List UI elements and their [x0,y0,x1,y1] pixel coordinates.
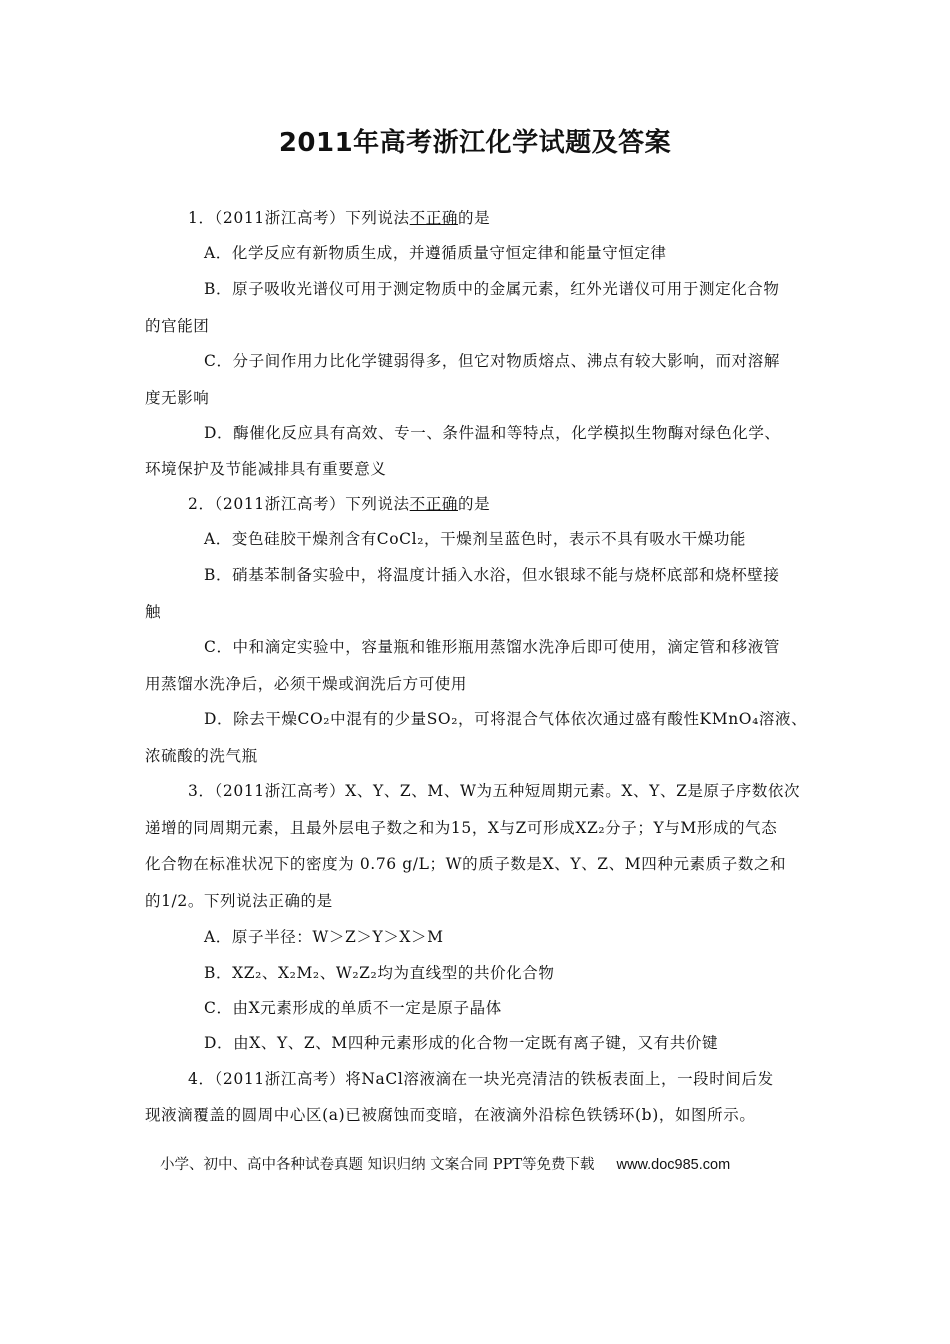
q1-option-d-cont: 环境保护及节能减排具有重要意义 [145,460,387,478]
question-3-stem-cont: 化合物在标准状况下的密度为 0.76 g/L；W的质子数是X、Y、Z、M四种元素质子数之和 [145,855,787,873]
question-3-stem-cont: 递增的同周期元素，且最外层电子数之和为15，X与Z可形成XZ₂分子；Y与M形成的气态 [145,819,778,837]
question-1-stem: 1．（2011浙江高考）下列说法不正确的是 [188,209,491,227]
q2-option-b: B．硝基苯制备实验中，将温度计插入水浴，但水银球不能与烧杯底部和烧杯壁接 [204,566,780,584]
q1-option-b: B．原子吸收光谱仪可用于测定物质中的金属元素，红外光谱仪可用于测定化合物 [204,280,780,298]
q3-option-d: D．由X、Y、Z、M四种元素形成的化合物一定既有离子键，又有共价键 [204,1034,719,1052]
q1-option-a: A．化学反应有新物质生成，并遵循质量守恒定律和能量守恒定律 [204,244,667,262]
page-title: 2011年高考浙江化学试题及答案 [278,128,672,158]
q2-option-d: D．除去干燥CO₂中混有的少量SO₂，可将混合气体依次通过盛有酸性KMnO₄溶液、 [204,710,808,728]
q2-option-d-cont: 浓硫酸的洗气瓶 [145,747,258,765]
question-2-stem: 2．（2011浙江高考）下列说法不正确的是 [188,495,491,513]
q1-option-c-cont: 度无影响 [145,389,210,407]
question-3-stem-cont: 的1/2。下列说法正确的是 [145,892,333,910]
footer-text: 小学、初中、高中各种试卷真题 知识归纳 文案合同 PPT等免费下载 [160,1157,595,1173]
question-3-stem: 3．（2011浙江高考）X、Y、Z、M、W为五种短周期元素。X、Y、Z是原子序数依次 [188,782,801,800]
q2-option-c: C．中和滴定实验中，容量瓶和锥形瓶用蒸馏水洗净后即可使用，滴定管和移液管 [204,638,780,656]
emphasis-underline: 不正确 [409,495,458,513]
q3-option-c: C．由X元素形成的单质不一定是原子晶体 [204,999,502,1017]
page-footer [160,1153,730,1174]
q2-option-a: A．变色硅胶干燥剂含有CoCl₂，干燥剂呈蓝色时，表示不具有吸水干燥功能 [204,530,747,548]
q3-option-a: A．原子半径：W＞Z＞Y＞X＞M [204,928,444,946]
q1-option-b-cont: 的官能团 [145,317,210,335]
question-4-stem: 4．（2011浙江高考）将NaCl溶液滴在一块光亮清洁的铁板表面上，一段时间后发 [188,1070,774,1088]
q1-option-c: C．分子间作用力比化学键弱得多，但它对物质熔点、沸点有较大影响，而对溶解 [204,352,780,370]
emphasis-underline: 不正确 [409,209,458,227]
footer-website-link[interactable]: www.doc985.com [616,1157,731,1173]
q1-option-d: D．酶催化反应具有高效、专一、条件温和等特点，化学模拟生物酶对绿色化学、 [204,424,781,442]
q3-option-b: B．XZ₂、X₂M₂、W₂Z₂均为直线型的共价化合物 [204,964,555,982]
q2-option-c-cont: 用蒸馏水洗净后，必须干燥或润洗后方可使用 [145,675,468,693]
question-4-stem-cont: 现液滴覆盖的圆周中心区(a)已被腐蚀而变暗，在液滴外沿棕色铁锈环(b)，如图所示。 [145,1106,756,1124]
q2-option-b-cont: 触 [145,603,162,621]
